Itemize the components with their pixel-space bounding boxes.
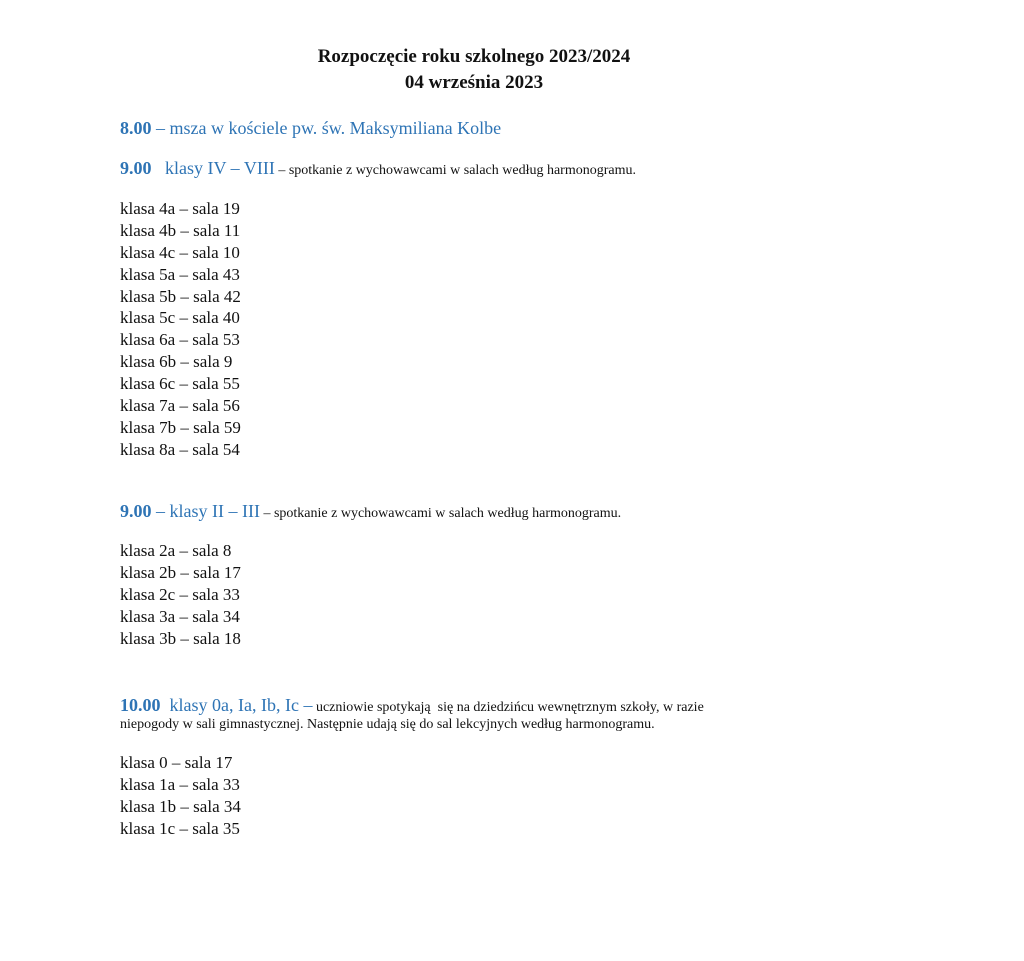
- schedule-item-ii-iii: [120, 500, 621, 525]
- room-assignment: klasa 3a – sala 34: [120, 606, 240, 626]
- document-title: Rozpoczęcie roku szkolnego 2023/2024: [317, 46, 631, 67]
- room-assignment: klasa 1b – sala 34: [120, 796, 241, 816]
- schedule-item-mass: [120, 117, 501, 141]
- room-assignment: klasa 7a – sala 56: [120, 396, 240, 416]
- room-assignment: klasa 1a – sala 33: [120, 774, 240, 794]
- room-assignment: klasa 6c – sala 55: [120, 374, 240, 394]
- room-assignment: klasa 6b – sala 9: [120, 352, 233, 372]
- room-assignment: klasa 2a – sala 8: [120, 541, 232, 560]
- schedule-time: 8.00: [120, 118, 152, 138]
- room-assignment: klasa 8a – sala 54: [120, 439, 240, 459]
- schedule-description: – spotkanie z wychowawcami w salach według harmonogramu.: [259, 506, 622, 521]
- room-assignment: klasa 5c – sala 40: [120, 308, 240, 328]
- document-date: 04 września 2023: [404, 72, 544, 93]
- schedule-description: – spotkanie z wychowawcami w salach według harmonogramu.: [274, 163, 636, 178]
- schedule-time: 9.00: [120, 501, 152, 521]
- room-assignment: klasa 4b – sala 11: [120, 220, 241, 240]
- schedule-time: 9.00: [120, 158, 152, 178]
- schedule-time: 10.00: [120, 695, 161, 715]
- schedule-item-iv-viii: [120, 157, 636, 182]
- room-assignment: klasa 1c – sala 35: [120, 818, 240, 838]
- schedule-classes: klasy IV – VIII: [151, 158, 275, 178]
- room-assignment: klasa 3b – sala 18: [120, 628, 241, 648]
- schedule-event: – msza w kościele pw. św. Maksymiliana Kolbe: [151, 118, 502, 138]
- room-list-iv-viii: [120, 198, 241, 461]
- room-assignment: klasa 7b – sala 59: [120, 417, 241, 437]
- room-assignment: klasa 2b – sala 17: [120, 562, 241, 582]
- schedule-classes: klasy 0a, Ia, Ib, Ic –: [160, 695, 313, 715]
- schedule-classes: – klasy II – III: [151, 501, 260, 521]
- room-assignment: klasa 5b – sala 42: [120, 286, 241, 306]
- schedule-description: uczniowie spotykają się na dziedzińcu wewnętrznym szkoły, w razie: [312, 700, 704, 715]
- room-assignment: klasa 4c – sala 10: [120, 242, 240, 262]
- room-assignment: klasa 0 – sala 17: [120, 753, 233, 772]
- room-assignment: klasa 2c – sala 33: [120, 584, 240, 604]
- room-list-0-i: [120, 752, 241, 840]
- room-assignment: klasa 6a – sala 53: [120, 330, 240, 350]
- room-list-ii-iii: [120, 540, 241, 649]
- room-assignment: klasa 4a – sala 19: [120, 199, 240, 218]
- schedule-description-continued: niepogody w sali gimnastycznej. Następnie udają się do sal lekcyjnych według harmonogramu.: [120, 717, 655, 732]
- room-assignment: klasa 5a – sala 43: [120, 264, 240, 284]
